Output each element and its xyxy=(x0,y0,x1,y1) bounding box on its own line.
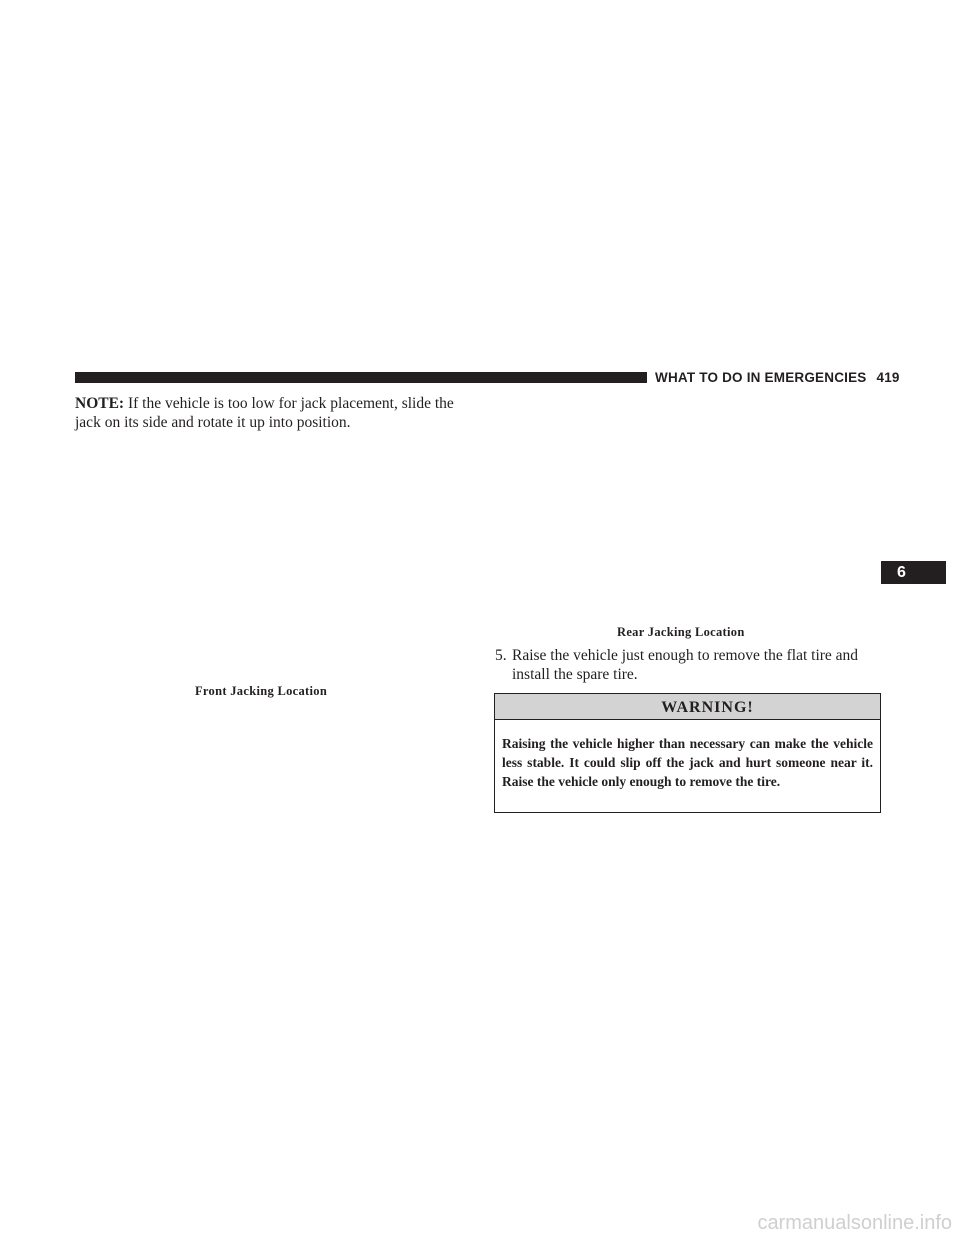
warning-box xyxy=(494,693,881,813)
step-text-line1: Raise the vehicle just enough to remove the flat tire and xyxy=(512,647,859,664)
watermark-text: carmanualsonline.info xyxy=(757,1212,952,1234)
step-5 xyxy=(495,646,885,684)
note-paragraph xyxy=(75,394,475,432)
header-rule xyxy=(75,372,647,383)
section-tab: 6 xyxy=(881,561,946,584)
watermark xyxy=(0,1212,960,1235)
note-label: NOTE: xyxy=(75,395,125,412)
rear-jacking-caption: Rear Jacking Location xyxy=(617,625,745,639)
running-header xyxy=(655,369,900,386)
warning-title: WARNING! xyxy=(495,694,880,720)
step-text-line2: install the spare tire. xyxy=(512,666,638,683)
section-title: WHAT TO DO IN EMERGENCIES xyxy=(655,370,867,385)
note-text: If the vehicle is too low for jack placement, slide the jack on its side and rotate it up into position. xyxy=(75,395,454,431)
page-number: 419 xyxy=(876,370,900,385)
front-jacking-caption: Front Jacking Location xyxy=(195,684,328,698)
warning-body: Raising the vehicle higher than necessary can make the vehicle less stable. It could slip off the jack and hurt someone near it. Raise the vehicle only enough to remove the tire. xyxy=(502,736,873,789)
step-number: 5. xyxy=(495,647,507,664)
